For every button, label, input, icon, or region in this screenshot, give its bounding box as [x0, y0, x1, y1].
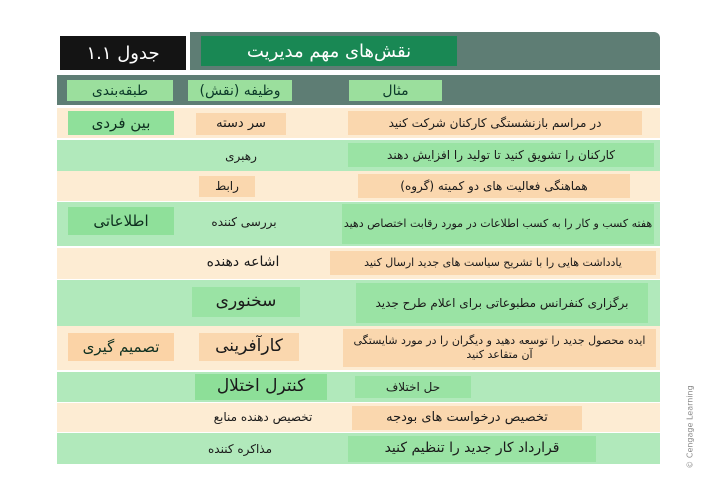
role-cell: بررسی کننده	[211, 214, 277, 229]
example-cell: برگزاری کنفرانس مطبوعاتی برای اعلام طرح جدید	[356, 283, 648, 323]
header-example: مثال	[349, 80, 442, 101]
credit-text: © Cengage Learning	[685, 385, 695, 469]
table-number: جدول ۱.۱	[60, 36, 186, 70]
role-cell: کارآفرینی	[199, 333, 299, 361]
example-cell: یادداشت هایی را با تشریح سیاست های جدید ارسال کنید	[330, 251, 656, 275]
category-interpersonal: بین فردی	[68, 111, 174, 135]
example-cell: کارکنان را تشویق کنید تا تولید را افزایش دهند	[348, 143, 654, 167]
example-cell: قرارداد کار جدید را تنظیم کنید	[348, 436, 596, 462]
example-cell: هفته کسب و کار را به کسب اطلاعات در مورد رقابت اختصاص دهید	[342, 204, 654, 244]
category-decisional: تصمیم گیری	[68, 333, 174, 361]
credit-line	[683, 385, 697, 469]
header-role: وظیفه (نقش)	[188, 80, 292, 101]
example-cell: هماهنگی فعالیت های دو کمیته (گروه)	[358, 174, 630, 198]
example-cell: در مراسم بازنشستگی کارکنان شرکت کنید	[348, 111, 642, 135]
role-cell: کنترل اختلال	[195, 374, 327, 400]
role-cell: اشاعه دهنده	[206, 254, 280, 271]
role-cell: رابط	[199, 176, 255, 197]
role-cell: رهبری	[225, 148, 257, 163]
category-informational: اطلاعاتی	[68, 207, 174, 235]
header-category: طبقه‌بندی	[67, 80, 173, 101]
role-cell: تخصیص دهنده منابع	[213, 409, 313, 424]
table-title: نقش‌های مهم مدیریت	[201, 36, 457, 66]
example-cell: ایده محصول جدید را توسعه دهید و دیگران را در مورد شایستگی آن متقاعد کنید	[343, 329, 656, 367]
role-cell: سخنوری	[192, 287, 300, 317]
role-cell: مذاکره کننده	[207, 441, 273, 456]
role-cell: سر دسته	[196, 113, 286, 135]
example-cell: تخصیص درخواست های بودجه	[352, 406, 582, 430]
example-cell: حل اختلاف	[355, 376, 471, 398]
